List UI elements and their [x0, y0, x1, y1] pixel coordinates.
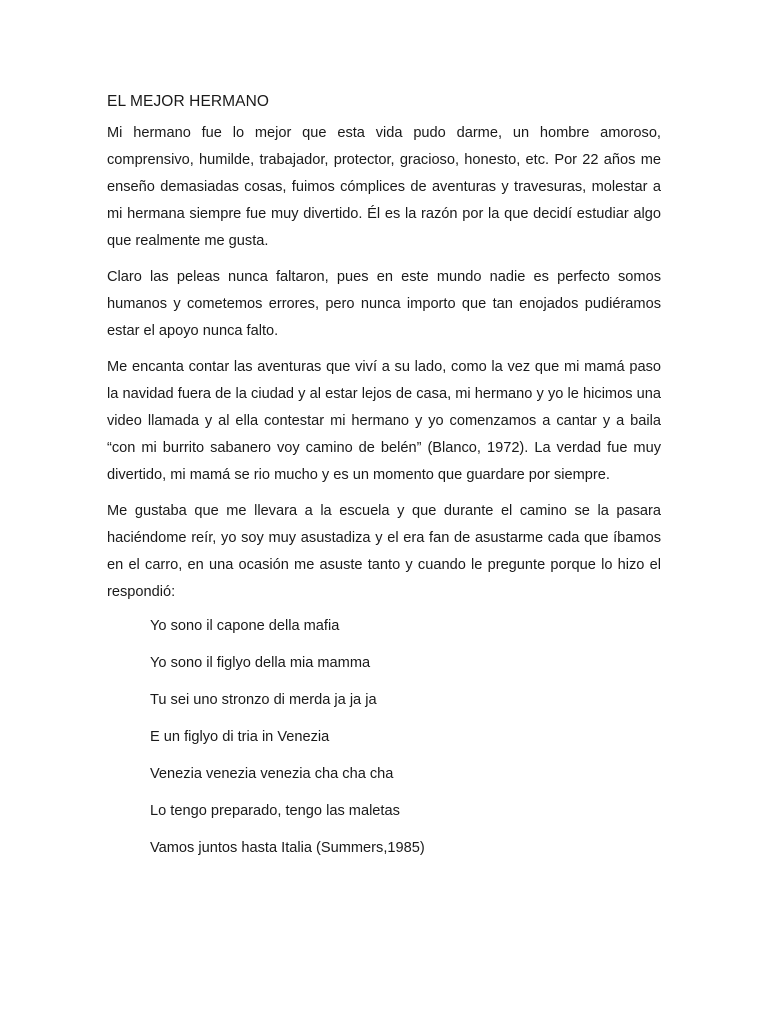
document-title: EL MEJOR HERMANO: [107, 93, 270, 110]
verse-line: Yo sono il figlyo della mia mamma: [150, 655, 371, 671]
verse-line: E un figlyo di tria in Venezia: [150, 729, 330, 745]
paragraph-school: Me gustaba que me llevara a la escuela y que durante el camino se la pasara haciéndome reír, yo soy muy asustadiza y el era fan de asustarme cada que íbamos en el carro, en una ocasión me asuste tanto y cuando le pregunte porque lo hizo el respondió:: [107, 503, 661, 600]
paragraph-fights: Claro las peleas nunca faltaron, pues en este mundo nadie es perfecto somos humanos y cometemos errores, pero nunca importo que tan enojados pudiéramos estar el apoyo nunca falto.: [107, 269, 661, 339]
paragraph-adventures: Me encanta contar las aventuras que viví a su lado, como la vez que mi mamá paso la navidad fuera de la ciudad y al estar lejos de casa, mi hermano y yo le hicimos una video llamada y al ella contestar mi hermano y yo comenzamos a cantar y a baila “con mi burrito sabanero voy camino de belén” (Blanco, 1972). La verdad fue muy divertido, mi mamá se rio mucho y es un momento que guardare por siempre.: [107, 359, 661, 483]
song-verses: [150, 616, 661, 858]
verse-line: Yo sono il capone della mafia: [150, 618, 340, 634]
verse-line: Vamos juntos hasta Italia (Summers,1985): [150, 840, 425, 856]
document-body: [107, 92, 661, 875]
verse-line: Tu sei uno stronzo di merda ja ja ja: [150, 692, 377, 708]
verse-line: Venezia venezia venezia cha cha cha: [150, 766, 394, 782]
paragraph-intro: Mi hermano fue lo mejor que esta vida pudo darme, un hombre amoroso, comprensivo, humilde, trabajador, protector, gracioso, honesto, etc. Por 22 años me enseño demasiadas cosas, fuimos cómplices de aventuras y travesuras, molestar a mi hermana siempre fue muy divertido. Él es la razón por la que decidí estudiar algo que realmente me gusta.: [107, 125, 661, 249]
verse-line: Lo tengo preparado, tengo las maletas: [150, 803, 400, 819]
